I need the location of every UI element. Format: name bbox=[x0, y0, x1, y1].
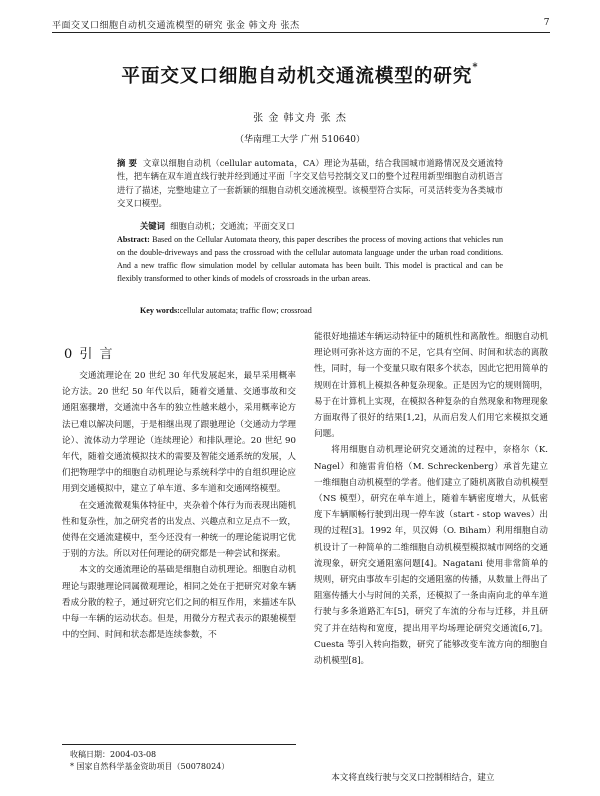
page-number: 7 bbox=[543, 18, 550, 28]
section-heading: 0 引 言 bbox=[64, 347, 115, 362]
paragraph-start: 本文将直线行驶与交叉口控制相结合，建立 bbox=[331, 773, 495, 783]
received-date: 收稿日期：2004-03-08 bbox=[70, 750, 157, 759]
paragraph: 在交通流微观集体特征中，夹杂着个体行为而表现出随机性和复杂性，加之研究者的出发点、兴趣点和立足点不一致，使得在交通流建模中，至今还没有一种统一的理论能说明它优于别的方法。所以对任何理论的研究都是一种尝试和探索。 bbox=[62, 500, 296, 560]
keywords-en-text: cellular automata; traffic flow; crossroad bbox=[179, 306, 312, 315]
authors: 张 金 韩文舟 张 杰 bbox=[253, 113, 347, 124]
paragraph: 本文的交通流理论的基础是细胞自动机理论。细胞自动机理论与跟驰理论同属微观理论，相同之处在于把研究对象车辆看成分散的粒子，通过研究它们之间的相互作用，来描述车队中每一车辆的运动状态。但是，用微分方程式表示的跟驰模型中的空间、时间和状态都是连续参数，不 bbox=[62, 565, 296, 641]
right-column bbox=[314, 329, 548, 669]
abstract-en-label: Abstract: bbox=[117, 235, 150, 244]
keywords-cn bbox=[140, 220, 295, 232]
footnotes bbox=[62, 744, 296, 773]
abstract-cn bbox=[117, 157, 503, 211]
keywords-en-label: Key words: bbox=[140, 306, 180, 315]
abstract-en-text: Based on the Cellular Automata theory, this paper describes the process of moving actions that vehicles run on the double-driveways and pass the crossroad with the cellular automata language under the urban road conditions. And a new traffic flow simulation model by cellular automata has been built. This model is practical and can be flexibly transformed to other kinds of models of crossroads in the urban areas. bbox=[117, 235, 503, 283]
left-column bbox=[62, 368, 296, 643]
abstract-cn-label: 摘 要 bbox=[117, 158, 138, 168]
keywords-cn-label: 关键词 bbox=[140, 221, 165, 231]
paragraph: 交通流理论在 20 世纪 30 年代发展起来，最早采用概率论方法。20 世纪 50 年代以后，随着交通量、交通事故和交通阻塞骤增，交通流中各车的独立性越来越小，采用概率论方法已难以解决问题，于是相继出现了跟驰理论（交通动力学理论）、流体动力学理论（连续理论）和排队理论。20 世纪 90 年代，随着交通流模拟技术的需要及智能交通系统的发展，人们把物理学中的细胞自动机理论与系统科学中的自组织理论应用到交通模拟中，建立了单车道、多车道和交通网络模型。 bbox=[62, 371, 296, 495]
paragraph: 能很好地描述车辆运动特征中的随机性和离散性。细胞自动机理论则可弥补这方面的不足，它具有空间、时间和状态的离散性，同时，每一个变量只取有限多个状态，因此它把用简单的规则在计算机上模拟各种复杂现象。正是因为它的规则简明，易于在计算机上实现，在模拟各种复杂的自然现象和物理现象方面取得了很好的结果[1,2]，从而启发人们用它来模拟交通问题。 bbox=[314, 332, 548, 440]
running-title: 平面交叉口细胞自动机交通流模型的研究 张金 韩文舟 张杰 bbox=[52, 21, 300, 31]
affiliation: （华南理工大学 广州 510640） bbox=[234, 135, 366, 145]
title-footnote-mark: * bbox=[472, 62, 479, 73]
paragraph: 将用细胞自动机理论研究交通流的过程中，奈格尔（K. Nagel）和施雷肯伯格（M. Schreckenberg）承首先建立一维细胞自动机模型的学者。他们建立了随机离散自动机模型（NS 模型），研究在单车道上，随着车辆密度增大，从低密度下车辆顺畅行驶到出现一停车波（start - stop waves）出现的过程[3]。1992 年，贝汉姆（O. Biham）利用细胞自动机设计了一种简单的二维细胞自动机模型模拟城市网络的交通流现象，研究交通阻塞问题[4]。Nagatani 使用非常简单的规则，研究由事故车引起的交通阻塞的传播，从数量上得出了阻塞传播大小与时间的关系，还模拟了一条由南向北的单车道行驶与多条道路汇车[5]，研究了车流的分布与迁移，并且研究了并在结构和宽度，提出用平均场理论研究交通流[6,7]。Cuesta 等引入转向指数，研究了能够改变车流方向的细胞自动机模型[8]。 bbox=[314, 445, 548, 667]
keywords-cn-text: 细胞自动机；交通流；平面交叉口 bbox=[170, 221, 295, 231]
abstract-cn-text: 文章以细胞自动机（cellular automata，CA）理论为基础，结合我国城市道路情况及交通流特性，把车辆在双车道直线行驶并经到通过平面「字交叉信号控制交叉口的整个过程用新型细胞自动机语言进行了描述，完整地建立了一套新颖的细胞自动机交通流模型。该模型符合实际，可灵活转变为各类城市交叉口模型。 bbox=[117, 158, 503, 209]
running-header bbox=[52, 14, 550, 33]
funding-note: * 国家自然科学基金资助项目（50078024） bbox=[70, 762, 230, 771]
paper-title bbox=[0, 62, 600, 88]
paper-title-text: 平面交叉口细胞自动机交通流模型的研究 bbox=[121, 66, 473, 87]
keywords-en bbox=[140, 306, 312, 315]
abstract-en bbox=[117, 234, 503, 286]
